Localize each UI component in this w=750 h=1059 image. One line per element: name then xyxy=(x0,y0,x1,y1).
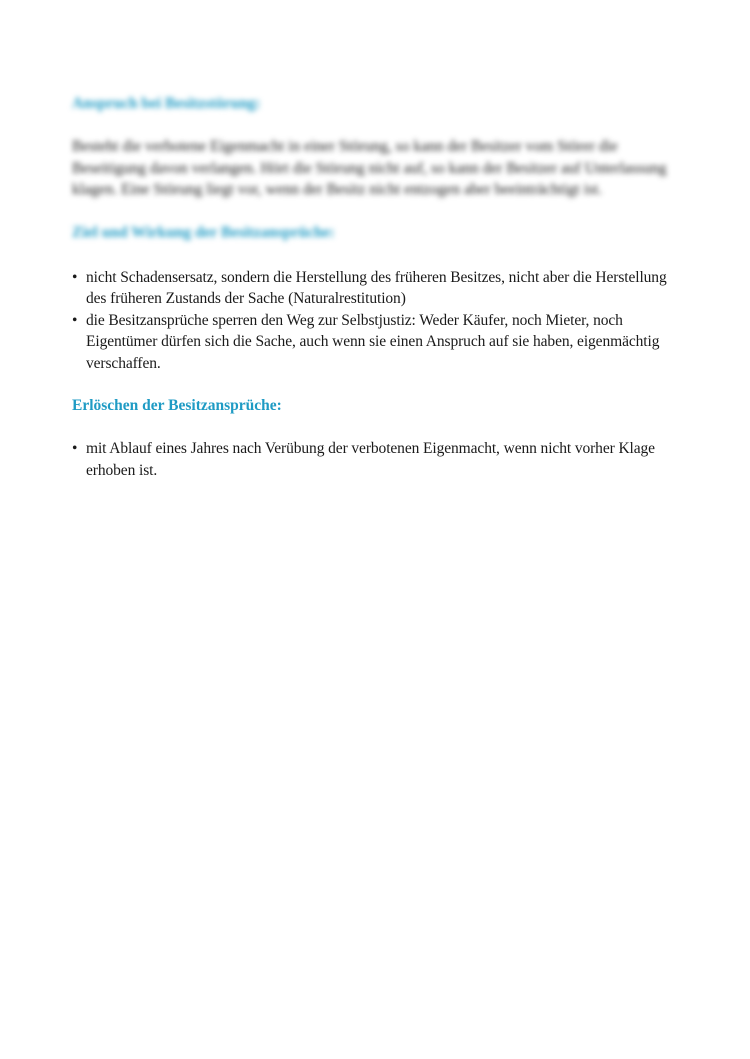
section-heading-ziel-wirkung: Ziel und Wirkung der Besitzansprüche: xyxy=(72,223,335,241)
list-item xyxy=(72,438,682,481)
list-item xyxy=(72,310,682,375)
blurred-section xyxy=(72,93,682,244)
section-paragraph-besitzstoerung: Besteht die verbotene Eigenmacht in einer Störung, so kann der Besitzer vom Störer die Beseitigung davon verlangen. Hört die Störung nicht auf, so kann der Besitzer auf Unterlassung klagen. Eine Störung liegt vor, wenn der Besitz nicht entzogen aber beeinträchtigt ist. xyxy=(72,138,667,198)
bullet-icon: • xyxy=(72,440,78,457)
list-item-text: nicht Schadensersatz, sondern die Herstellung des früheren Besitzes, nicht aber die Herstellung des früheren Zustands der Sache (Naturalrestitution) xyxy=(86,268,667,307)
section-heading-besitzstoerung: Anspruch bei Besitzstörung: xyxy=(72,95,261,112)
list-item xyxy=(72,267,682,310)
bullet-icon: • xyxy=(72,268,78,286)
bullet-icon: • xyxy=(72,311,78,329)
section-heading-erloeschen: Erlöschen der Besitzansprüche: xyxy=(72,397,282,414)
bullet-list-erloeschen xyxy=(72,438,682,481)
document-page xyxy=(72,93,682,481)
list-item-text: mit Ablauf eines Jahres nach Verübung der verbotenen Eigenmacht, wenn nicht vorher Klage erhoben ist. xyxy=(86,440,655,479)
bullet-list-ziel-wirkung xyxy=(72,267,682,375)
list-item-text: die Besitzansprüche sperren den Weg zur Selbstjustiz: Weder Käufer, noch Mieter, noch Eigentümer dürfen sich die Sache, auch wenn sie einen Anspruch auf sie haben, eigenmächtig verschaffen. xyxy=(86,311,660,372)
